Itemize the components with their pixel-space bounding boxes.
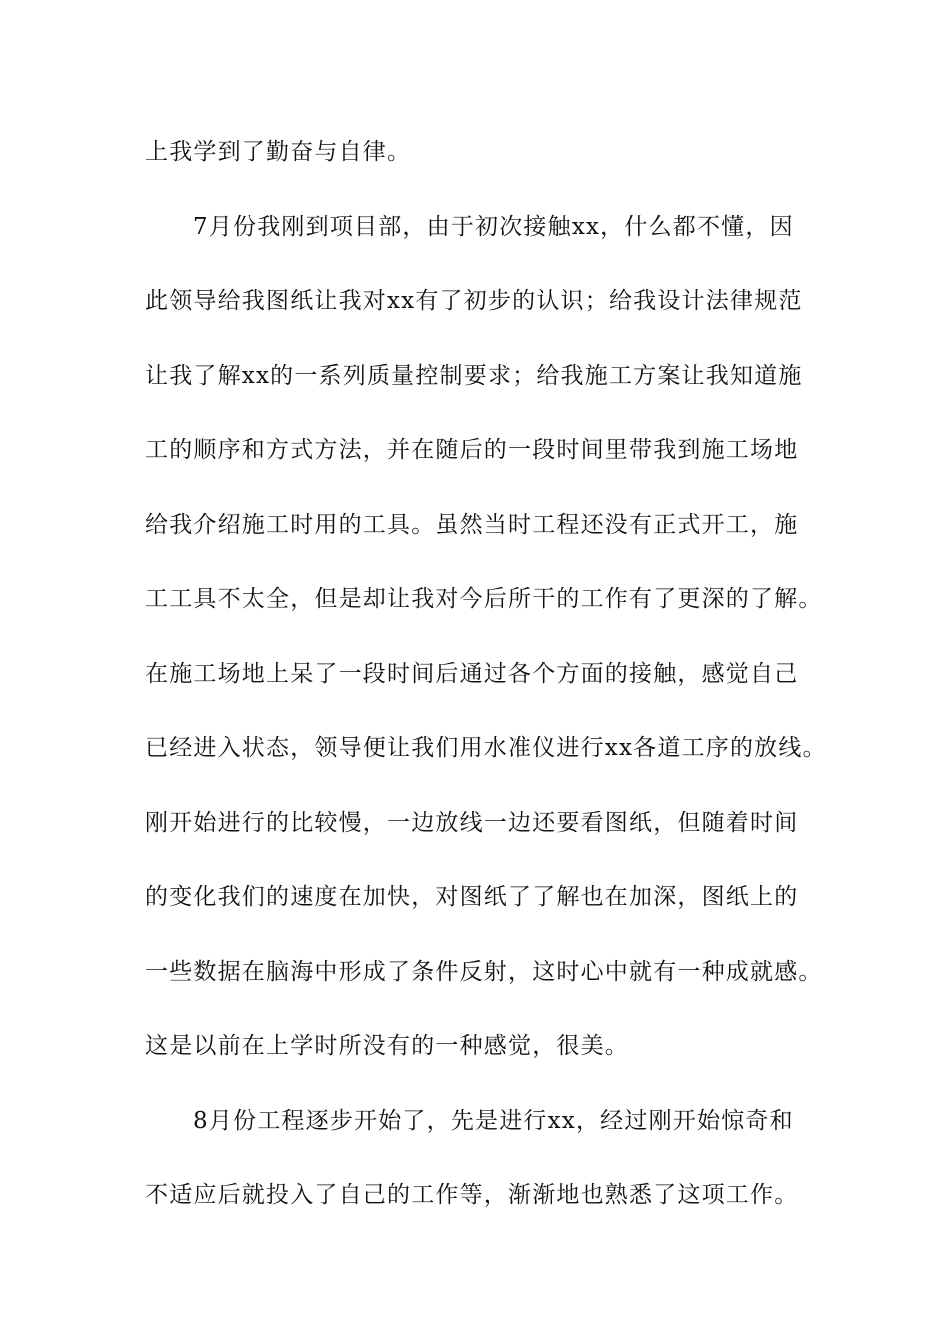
text-line-5: 工的顺序和方式方法，并在随后的一段时间里带我到施工场地 (145, 437, 799, 463)
text-line-8: 在施工场地上呆了一段时间后通过各个方面的接触，感觉自己 (145, 661, 799, 687)
text-line-6: 给我介绍施工时用的工具。虽然当时工程还没有正式开工，施 (145, 512, 799, 538)
text-line-10: 刚开始进行的比较慢，一边放线一边还要看图纸，但随着时间 (145, 810, 799, 836)
text-line-2: 7月份我刚到项目部，由于初次接触xx，什么都不懂，因 (193, 214, 794, 240)
text-line-13: 这是以前在上学时所没有的一种感觉，很美。 (145, 1033, 629, 1059)
text-line-14: 8月份工程逐步开始了，先是进行xx，经过刚开始惊奇和 (193, 1108, 794, 1134)
text-line-7: 工工具不太全，但是却让我对今后所干的工作有了更深的了解。 (145, 586, 823, 612)
text-line-11: 的变化我们的速度在加快，对图纸了了解也在加深，图纸上的 (145, 884, 799, 910)
text-line-4: 让我了解xx的一系列质量控制要求；给我施工方案让我知道施 (145, 363, 803, 389)
text-line-3: 此领导给我图纸让我对xx有了初步的认识；给我设计法律规范 (145, 288, 803, 314)
text-line-15: 不适应后就投入了自己的工作等，渐渐地也熟悉了这项工作。 (145, 1182, 799, 1208)
text-line-9: 已经进入状态，领导便让我们用水准仪进行xx各道工序的放线。 (145, 735, 827, 761)
text-line-12: 一些数据在脑海中形成了条件反射，这时心中就有一种成就感。 (145, 959, 823, 985)
text-line-1: 上我学到了勤奋与自律。 (145, 139, 412, 165)
